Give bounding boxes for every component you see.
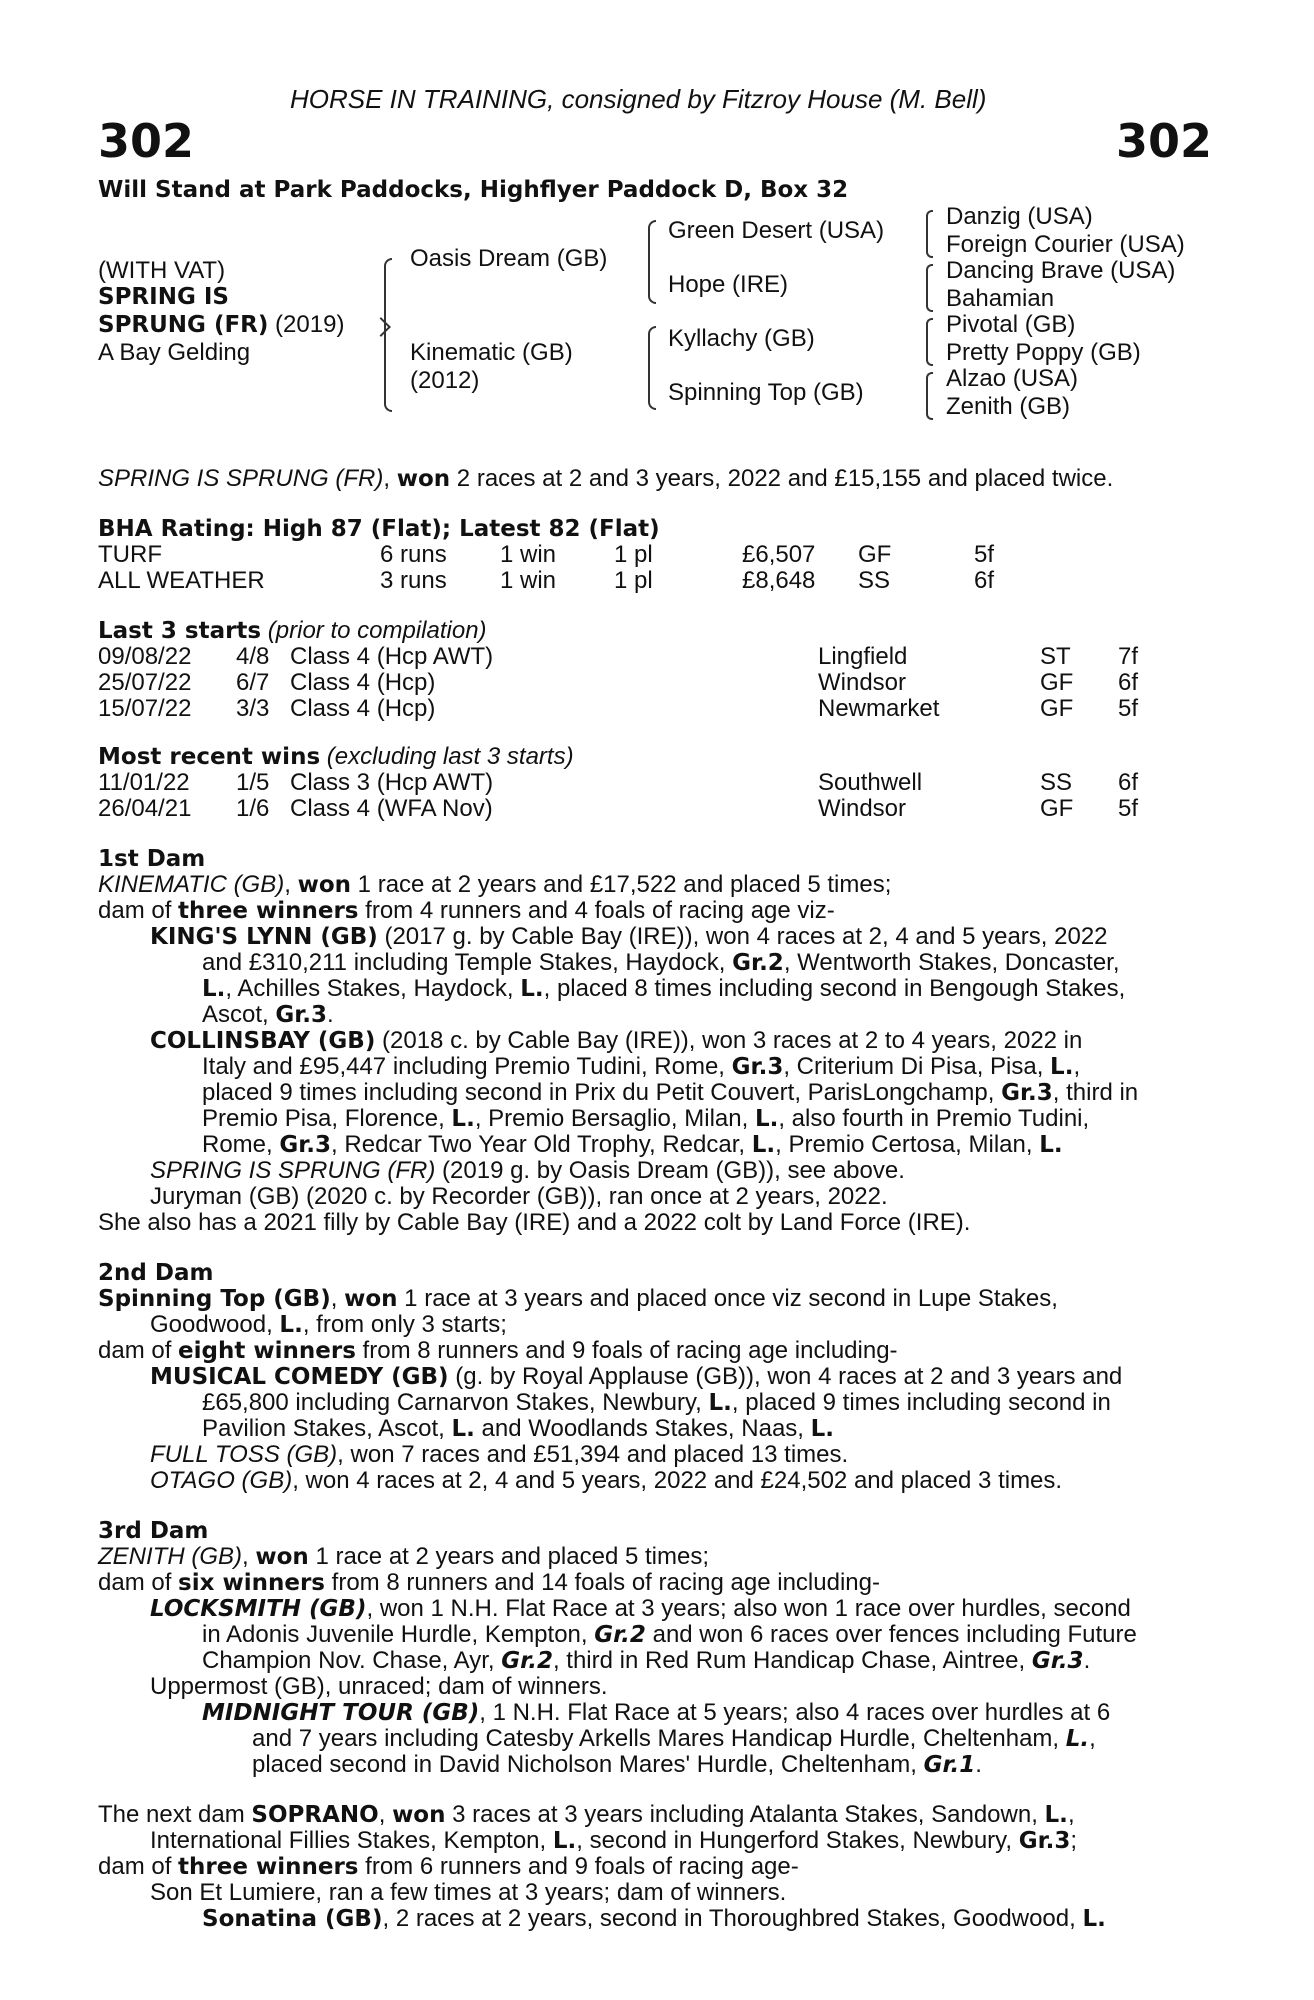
rating-wins: 1 win [500,541,557,568]
collinsbay-line2: Italy and £95,447 including Premio Tudini, Rome, Gr.3, Criterium Di Pisa, Pisa, L., [202,1053,1081,1080]
dam-dam-dam: Zenith (GB) [946,393,1071,420]
second-dam-heading: 2nd Dam [98,1260,214,1286]
win-date: 11/01/22 [98,769,190,796]
sire-sire-sire: Danzig (USA) [946,203,1093,230]
start-going: GF [1040,695,1074,722]
win-class: Class 4 (WFA Nov) [290,795,493,822]
start-position: 3/3 [236,695,270,722]
start-class: Class 4 (Hcp) [290,695,436,722]
horse-name-line2: SPRUNG (FR) (2019) [98,311,345,338]
kings-lynn-line1: KING'S LYNN (GB) (2017 g. by Cable Bay (IRE)), won 4 races at 2, 4 and 5 years, 2022 [150,923,1108,950]
first-dam-heading: 1st Dam [98,846,206,872]
sire-sire-dam: Foreign Courier (USA) [946,231,1185,258]
last-starts-title: Last 3 starts (prior to compilation) [98,617,487,644]
midnight-tour-line1: MIDNIGHT TOUR (GB), 1 N.H. Flat Race at 5 years; also 4 races over hurdles at 6 [202,1699,1111,1726]
start-distance: 6f [1118,669,1139,696]
start-date: 25/07/22 [98,669,192,696]
start-position: 4/8 [236,643,270,670]
start-distance: 7f [1118,643,1139,670]
third-dam-record: ZENITH (GB), won 1 race at 2 years and placed 5 times; [98,1543,709,1570]
start-going: GF [1040,669,1074,696]
recent-wins-title: Most recent wins (excluding last 3 starts) [98,743,574,770]
race-summary: SPRING IS SPRUNG (FR), won 2 races at 2 and 3 years, 2022 and £15,155 and placed twice. [98,465,1114,492]
brace-dd [926,372,933,420]
sire: Oasis Dream (GB) [410,245,608,272]
rating-places: 1 pl [614,567,653,594]
brace-sd [926,264,933,312]
rating-prize: £8,648 [742,567,816,594]
brace-ss [926,210,933,258]
rating-places: 1 pl [614,541,653,568]
win-course: Southwell [818,769,923,796]
third-dam-heading: 3rd Dam [98,1518,209,1544]
sire-sire: Green Desert (USA) [668,217,885,244]
catalogue-subtitle: HORSE IN TRAINING, consigned by Fitzroy House (M. Bell) [290,84,987,114]
rating-wins: 1 win [500,567,557,594]
son-et-lumiere-entry: Son Et Lumiere, ran a few times at 3 years; dam of winners. [150,1879,787,1906]
dam-dam: Spinning Top (GB) [668,379,864,406]
start-class: Class 4 (Hcp) [290,669,436,696]
start-class: Class 4 (Hcp AWT) [290,643,494,670]
win-course: Windsor [818,795,907,822]
collinsbay-line5: Rome, Gr.3, Redcar Two Year Old Trophy, Redcar, L., Premio Certosa, Milan, L. [202,1131,1063,1158]
rating-runs: 3 runs [380,567,447,594]
win-date: 26/04/21 [98,795,192,822]
next-dam-record-cont: International Fillies Stakes, Kempton, L., second in Hungerford Stakes, Newbury, Gr.3; [150,1827,1078,1854]
lot-number-left: 302 [98,114,195,168]
dam-dam-sire: Alzao (USA) [946,365,1079,392]
first-dam-record: KINEMATIC (GB), won 1 race at 2 years and £17,522 and placed 5 times; [98,871,892,898]
kings-lynn-line4: Ascot, Gr.3. [202,1001,334,1028]
sire-brace [648,220,656,304]
dam-sire: Kyllachy (GB) [668,325,815,352]
rating-going: SS [858,567,891,594]
midnight-tour-line2: and 7 years including Catesby Arkells Mares Handicap Hurdle, Cheltenham, L., [252,1725,1096,1752]
start-course: Windsor [818,669,907,696]
win-position: 1/6 [236,795,270,822]
collinsbay-line3: placed 9 times including second in Prix du Petit Couvert, ParisLongchamp, Gr.3, third in [202,1079,1139,1106]
sire-dam-dam: Bahamian [946,285,1055,312]
start-date: 15/07/22 [98,695,192,722]
dam-year: (2012) [410,367,480,394]
rating-surface: TURF [98,541,162,568]
next-dam-produce: dam of three winners from 6 runners and 9 foals of racing age- [98,1853,799,1880]
second-dam-produce: dam of eight winners from 8 runners and 9 foals of racing age including- [98,1337,898,1364]
rating-surface: ALL WEATHER [98,567,265,594]
lot-number-right: 302 [1116,114,1213,168]
dam: Kinematic (GB) [410,339,573,366]
start-position: 6/7 [236,669,270,696]
full-toss-entry: FULL TOSS (GB), won 7 races and £51,394 and placed 13 times. [150,1441,849,1468]
win-distance: 5f [1118,795,1139,822]
sire-dam: Hope (IRE) [668,271,789,298]
vat-note: (WITH VAT) [98,257,226,284]
start-date: 09/08/22 [98,643,192,670]
start-going: ST [1040,643,1071,670]
rating-going: GF [858,541,892,568]
second-dam-record-cont: Goodwood, L., from only 3 starts; [150,1311,507,1338]
kings-lynn-line2: and £310,211 including Temple Stakes, Haydock, Gr.2, Wentworth Stakes, Doncaster, [202,949,1120,976]
pedigree-brace-main [384,258,392,412]
start-course: Lingfield [818,643,908,670]
second-dam-record: Spinning Top (GB), won 1 race at 3 years and placed once viz second in Lupe Stakes, [98,1285,1058,1312]
win-position: 1/5 [236,769,270,796]
locksmith-line2: in Adonis Juvenile Hurdle, Kempton, Gr.2 and won 6 races over fences including Future [202,1621,1137,1648]
sonatina-entry: Sonatina (GB), 2 races at 2 years, second in Thoroughbred Stakes, Goodwood, L. [202,1905,1106,1932]
midnight-tour-line3: placed second in David Nicholson Mares' Hurdle, Cheltenham, Gr.1. [252,1751,982,1778]
juryman-entry: Juryman (GB) (2020 c. by Recorder (GB)), ran once at 2 years, 2022. [150,1183,888,1210]
start-course: Newmarket [818,695,940,722]
horse-name-line1: SPRING IS [98,284,229,310]
dam-brace [648,326,656,410]
win-distance: 6f [1118,769,1139,796]
dam-also-has: She also has a 2021 filly by Cable Bay (IRE) and a 2022 colt by Land Force (IRE). [98,1209,971,1236]
win-class: Class 3 (Hcp AWT) [290,769,494,796]
third-dam-produce: dam of six winners from 8 runners and 14 foals of racing age including- [98,1569,880,1596]
next-dam-record: The next dam SOPRANO, won 3 races at 3 years including Atalanta Stakes, Sandown, L., [98,1801,1075,1828]
rating-distance: 5f [974,541,995,568]
locksmith-line3: Champion Nov. Chase, Ayr, Gr.2, third in Red Rum Handicap Chase, Aintree, Gr.3. [202,1647,1091,1674]
musical-comedy-line3: Pavilion Stakes, Ascot, L. and Woodlands Stakes, Naas, L. [202,1415,835,1442]
start-distance: 5f [1118,695,1139,722]
kings-lynn-line3: L., Achilles Stakes, Haydock, L., placed 8 times including second in Bengough Stakes, [202,975,1126,1002]
bha-rating-title: BHA Rating: High 87 (Flat); Latest 82 (Flat) [98,516,660,542]
win-going: SS [1040,769,1073,796]
rating-prize: £6,507 [742,541,816,568]
dam-sire-dam: Pretty Poppy (GB) [946,339,1141,366]
sire-dam-sire: Dancing Brave (USA) [946,257,1176,284]
collinsbay-line1: COLLINSBAY (GB) (2018 c. by Cable Bay (IRE)), won 3 races at 2 to 4 years, 2022 in [150,1027,1083,1054]
locksmith-line1: LOCKSMITH (GB), won 1 N.H. Flat Race at 3 years; also won 1 race over hurdles, second [150,1595,1131,1622]
uppermost-entry: Uppermost (GB), unraced; dam of winners. [150,1673,608,1700]
spring-is-sprung-entry: SPRING IS SPRUNG (FR) (2019 g. by Oasis Dream (GB)), see above. [150,1157,905,1184]
stabling-location: Will Stand at Park Paddocks, Highflyer Paddock D, Box 32 [98,177,849,203]
musical-comedy-line2: £65,800 including Carnarvon Stakes, Newbury, L., placed 9 times including second in [202,1389,1111,1416]
brace-ds [926,318,933,366]
rating-distance: 6f [974,567,995,594]
win-going: GF [1040,795,1074,822]
horse-description: A Bay Gelding [98,339,251,366]
first-dam-produce: dam of three winners from 4 runners and 4 foals of racing age viz- [98,897,835,924]
otago-entry: OTAGO (GB), won 4 races at 2, 4 and 5 years, 2022 and £24,502 and placed 3 times. [150,1467,1063,1494]
dam-sire-sire: Pivotal (GB) [946,311,1076,338]
collinsbay-line4: Premio Pisa, Florence, L., Premio Bersaglio, Milan, L., also fourth in Premio Tudini, [202,1105,1090,1132]
rating-runs: 6 runs [380,541,447,568]
musical-comedy-line1: MUSICAL COMEDY (GB) (g. by Royal Applause (GB)), won 4 races at 2 and 3 years and [150,1363,1123,1390]
